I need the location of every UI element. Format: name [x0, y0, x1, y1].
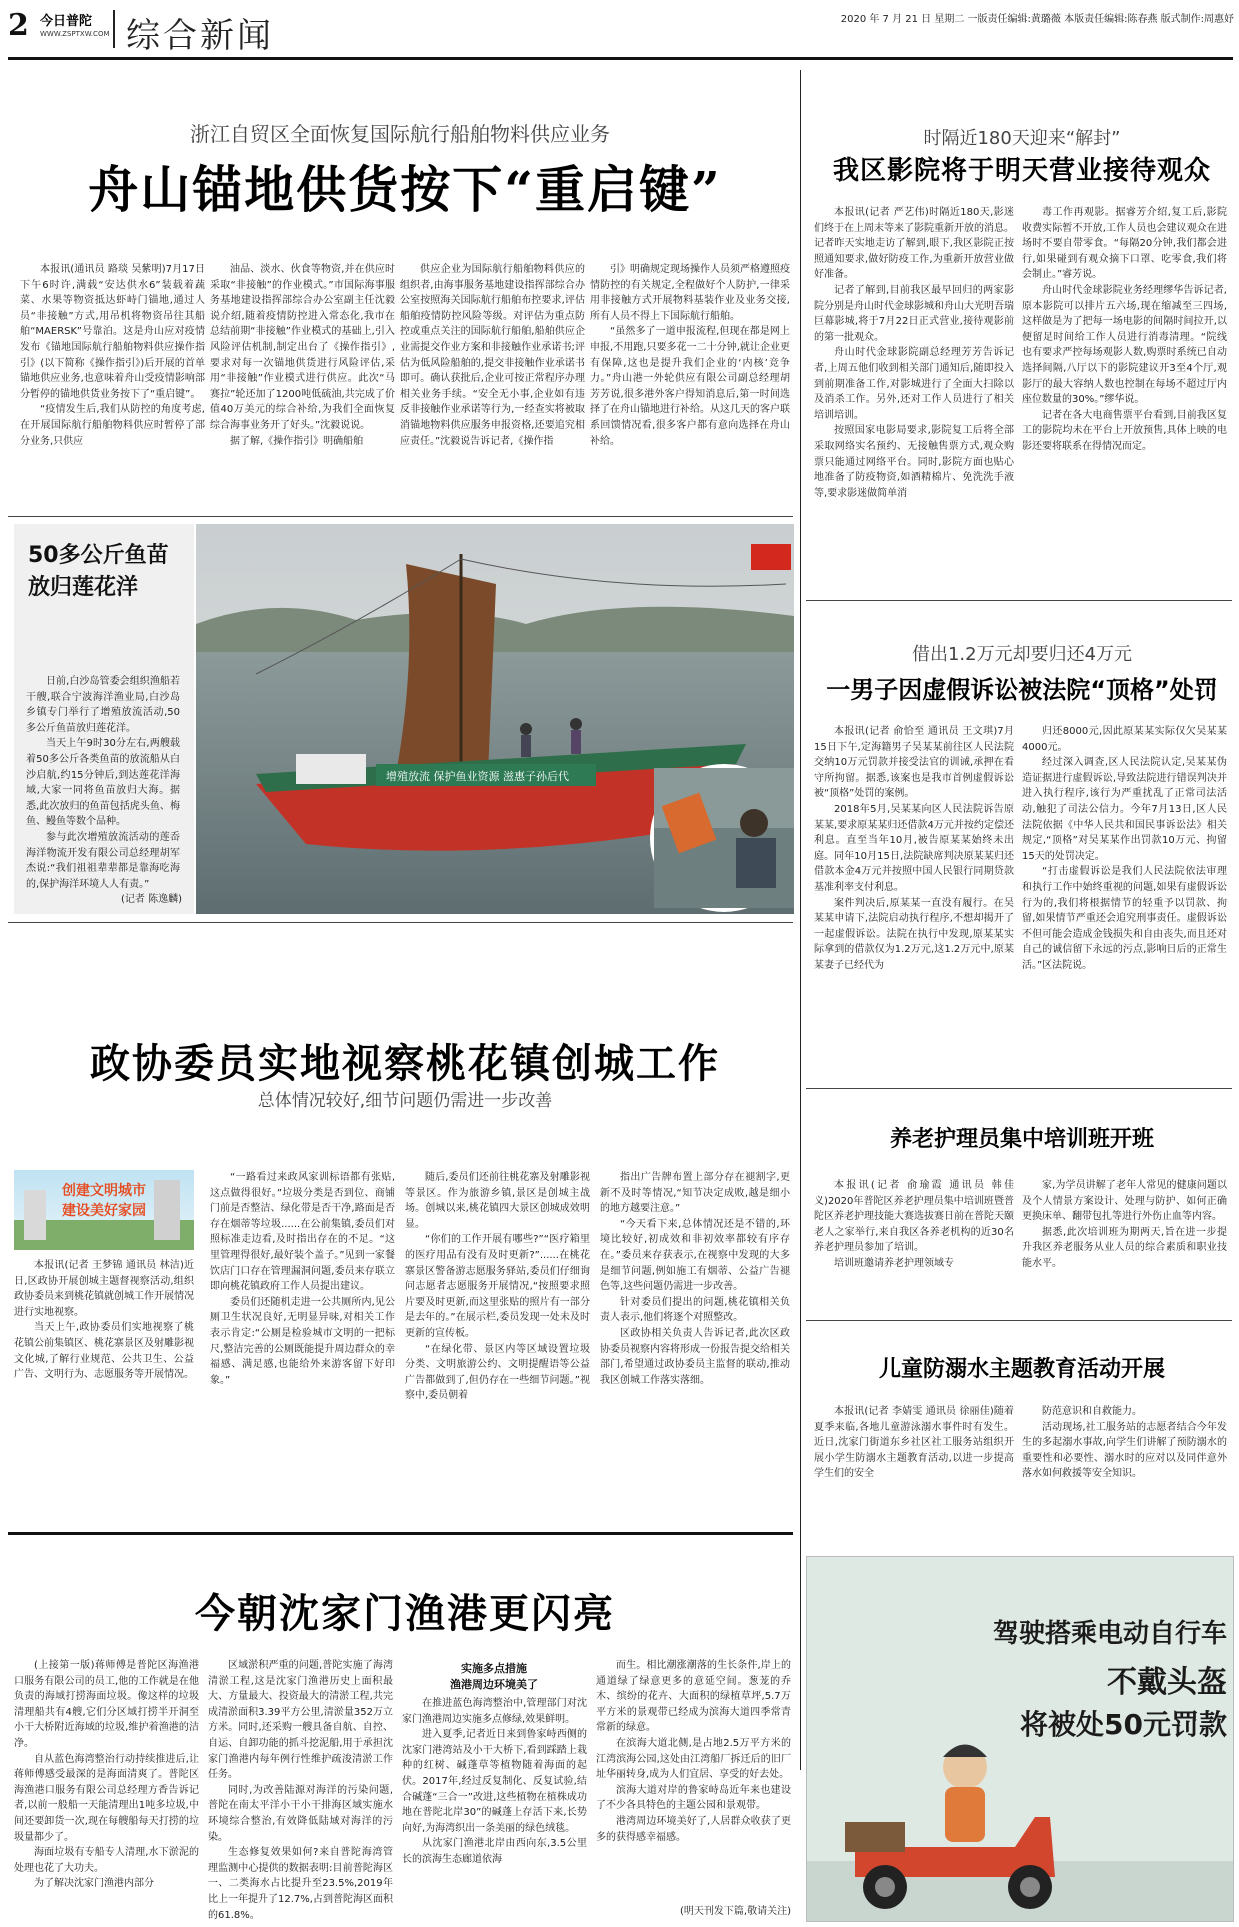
article8-sub-kicker-1: 实施多点措施 — [461, 1662, 527, 1675]
article3-text — [26, 674, 180, 890]
article5-col-2 — [210, 1170, 395, 1470]
city-sign-photo — [14, 1170, 194, 1250]
paragraph: 防范意识和自救能力。 — [1042, 1406, 1142, 1417]
paragraph: 当天上午9时30分左右,两艘载着50多公斤各类鱼苗的放流船从白沙启航,约15分钟后,到达莲花洋海域,大家一同将鱼苗放归大海。据悉,此次放归的鱼苗包括虎头鱼、梅鱼、鳗鱼等数个品种。 — [26, 738, 180, 828]
paragraph: 引》明确规定现场操作人员须严格遵照疫情防控的有关规定,全程做好个人防护,一律采用非接触方式开展物料基装作业及业务交接,所有人员不得上下国际航行船舶。 — [590, 264, 790, 322]
article2-col-2 — [1022, 205, 1227, 585]
paragraph: 据了解,《操作指引》明确船舶 — [230, 435, 364, 447]
paragraph: 培训班邀请养老护理领域专 — [834, 1257, 954, 1269]
paragraph: 参与此次增殖放流活动的莲岙海洋物流开发有限公司总经理胡军杰说:“我们祖祖辈辈都是靠海吃海的,保护海洋环境人人有责。” — [26, 831, 180, 890]
scooter-illustration — [815, 1727, 1075, 1917]
paragraph: 生态修复效果如何?来自普陀海湾管理监测中心提供的数据表明:目前普陀海区一、二类海水占比提升至23.5%,2019年比上一年提升了12.7%,占到普陀海区面积的61.8%。 — [208, 1847, 393, 1921]
article1-rule — [8, 516, 793, 517]
paragraph: 归还8000元,因此原某某实际仅欠吴某某4000元。 — [1022, 726, 1227, 753]
paragraph: 经过深入调查,区人民法院认定,吴某某伪造证据进行虚假诉讼,导致法院进行错误判决并进入执行程序,该行为严重扰乱了正常司法活动,触犯了司法公信力。今年7月13日,区人民法院依据《中华人民共和国民事诉讼法》相关规定,“顶格”对吴某某作出罚款10万元、拘留15天的处罚决定。 — [1022, 757, 1227, 862]
masthead-divider — [113, 10, 115, 48]
article5-col-3 — [405, 1170, 590, 1470]
paragraph: 本报讯(记者 俞恰至 通讯员 王文琪)7月15日下午,定海籍男子吴某某前往区人民法院交纳10万元罚款并接受法官的训诫,承押在看守所拘留。据悉,该案也是我市首例虚假诉讼被“顶格”处罚的案例。 — [814, 726, 1014, 800]
paragraph: 区域淤积严重的问题,普陀实施了海湾清淤工程,这是沈家门渔港历史上面积最大、方量最大、投资最大的清淤工程,共完成清淤面积3.39平方公里,清淤量352万立方米。同时,还采购一艘具备自航、自控、自运、自卸功能的抓斗挖泥船,用于承担沈家门渔港内每年例行性维护疏浚清淤工作任务。 — [208, 1660, 393, 1781]
article4-title: 一男子因虚假诉讼被法院“顶格”处罚 — [826, 676, 1218, 704]
paragraph: “打击虚假诉讼是我们人民法院依法审理和执行工作中始终重视的问题,如果有虚假诉讼行为的,我们将根据情节的轻重予以罚款、拘留,如果情节严重还会追究刑事责任。虚假诉讼不但可能会造成金钱损失和自由丧失,而且还对自己的诚信留下永远的污点,影响日后的正常生活。”区法院说。 — [1022, 866, 1227, 971]
paragraph: 本报讯(记者 王梦锦 通讯员 林洁)近日,区政协开展创城主题督视察活动,组织政协委员来到桃花镇就创城工作开展情况进行实地视察。 — [14, 1260, 194, 1318]
paragraph: 活动现场,社工服务站的志愿者结合今年发生的多起溺水事故,向学生们讲解了预防溺水的重要性和必要性、溺水时的应对以及同伴意外落水如何救援等安全知识。 — [1022, 1421, 1227, 1480]
ad-line3: 将被处50元罚款 — [1020, 1708, 1227, 1741]
vertical-divider — [800, 70, 801, 1770]
paragraph: 舟山时代金球影院副总经理芳芳告诉记者,上周五他们收到相关部门通知后,随即投入到前期准备工作,对影城进行了全面大扫除以及消杀工作。另外,还对工作人员进行了相关培训培训。 — [814, 347, 1014, 421]
date-line: 2020 年 7 月 21 日 星期二 一版责任编辑:黄璐薇 本版责任编辑:陈春燕 版式制作:周惠妤 — [840, 14, 1234, 25]
inset-photo — [650, 764, 798, 912]
article4-col-2 — [1022, 724, 1227, 1074]
paper-logo: 今日普陀 — [40, 14, 93, 29]
paragraph: 本报讯(记者 严艺伟)时隔近180天,影迷们终于在上周末等来了影院重新开放的消息。记者昨天实地走访了解到,眼下,我区影院正按照通知要求,做好防疫工作,为重新开放营业做好准备。 — [814, 207, 1014, 281]
paragraph: 油品、淡水、伙食等物资,并在供应时采取“非接触”的作业模式。”市国际海事服务基地建设指挥部综合办公室副主任沈毅说介绍,随着疫情防控进入常态化,我市在总结前期“非接触”作业模式的基础上,引入风险评估机制,制定出台了《操作指引》,要求对每一次锚地供货进行风险评估,采用“非接触”作业模式进行供应。此次“马赛拉”轮还加了1200吨低硫油,共完成了价值40万美元的综合补给,为我们全面恢复综合海事业务开了好头。”沈毅说说。 — [210, 264, 395, 431]
article4-rule — [806, 1088, 1232, 1089]
paragraph: 随后,委员们还前往桃花寨及射雕影视等景区。作为旅游乡镇,景区是创城主战场。创城以来,桃花镇四大景区创城成效明显。 — [405, 1172, 590, 1230]
paragraph: 记者在各大电商售票平台看到,目前我区复工的影院均未在平台上开放预售,具体上映的电影还要将联系在得情况而定。 — [1022, 409, 1227, 452]
paragraph: (上接第一版)蒋师傅是普陀区海渔港口服务有限公司的员工,他的工作就是在他负责的海域打捞海面垃圾。像这样的垃圾清理船共有4艘,它们分区域打捞半开洞至小干大桥附近海域的垃圾,维护着渔港的洁净。 — [14, 1660, 199, 1749]
paragraph: 为了解决沈家门渔港内部分 — [34, 1878, 154, 1890]
article7-title: 儿童防溺水主题教育活动开展 — [878, 1357, 1165, 1382]
paragraph: “一路看过来政风家训标语都有张贴,这点做得很好。”垃圾分类是否到位、商铺门前是否整洁、绿化带是否干净,路面是否存在烟蒂等垃圾......在公前集镇,委员们对照标准走边看,及时指出存在的不足。“这里管理得很好,最好装个盖子。”见到一家餐饮店门口存在管理漏洞问题,委员来存联立即向桃花镇政府工作人员提出建议。 — [210, 1172, 395, 1293]
article6-rule — [806, 1320, 1232, 1321]
boat-slogan: 增殖放流 保护鱼业资源 滋惠子孙后代 — [386, 770, 569, 783]
article5-col-4 — [600, 1170, 790, 1470]
paragraph: 当天上午,政协委员们实地视察了桃花镇公前集镇区、桃花寨景区及射雕影视文化城,了解行业规范、公共卫生、公益广告、文明行为、志愿服务等开展情况。 — [14, 1322, 194, 1381]
sign-line2: 建设美好家园 — [62, 1203, 146, 1219]
article7-col-2 — [1022, 1404, 1227, 1534]
article8-col-3 — [402, 1696, 587, 1920]
masthead — [0, 0, 1239, 58]
paragraph: 指出广告牌布置上部分存在褪割字,更新不及时等情况,“知节决定成败,越是细小的地方越要注意。” — [600, 1172, 790, 1215]
paragraph: 案件判决后,原某某一直没有履行。在吴某某申请下,法院启动执行程序,不想却揭开了一起虚假诉讼。法院在执行中发现,原某某实际拿到的借款仅为1.2万元,这1.2万元中,原某某妻子已经代为 — [814, 897, 1014, 971]
paragraph: 本报讯(通讯员 路琰 吴紫明)7月17日下午6时许,满载“安达供水6”装载着蔬菜、水果等物资抵达虾峙门锚地,通过人员“非接触”方式,用吊机将物资吊往其船舶“MAERSK”号靠泊。这是舟山应对疫情发布《锚地国际航行船舶物料供应操作指引》(以下简称《操作指引》)后开展的首单锚地供应业务,也意味着舟山受疫情影响部分暂停的锚地供货业务按下了“重启键”。 — [20, 264, 205, 400]
paragraph: 从沈家门渔港北岸由西向东,3.5公里长的滨海生态廊道依海 — [402, 1838, 587, 1865]
paragraph: 海面垃圾有专船专人清理,水下淤泥的处理也花了大功夫。 — [14, 1847, 199, 1874]
paragraph: 日前,白沙岛管委会组织渔船若干艘,联合宁波海洋渔业局,白沙岛乡镇专门举行了增殖放流活动,50多公斤鱼苗放归莲花洋。 — [26, 676, 180, 734]
paragraph: “今天看下来,总体情况还是不错的,环境比较好,初成效和非初效率都较有序存在。”委员来存获表示,在视察中发现的大多是细节问题,例如施工有烟蒂、公益广告褪色等,这些问题仍需进一步改善。 — [600, 1218, 790, 1293]
section-title: 综合新闻 — [126, 16, 274, 56]
article2-kicker: 时隔近180天迎来“解封” — [923, 128, 1121, 149]
article3-title-line1: 50多公斤鱼苗 — [28, 543, 169, 568]
article3-title-line2: 放归莲花洋 — [28, 575, 139, 600]
article5-rule — [8, 1532, 793, 1535]
paragraph: 毒工作再观影。据睿芳介绍,复工后,影院收费实际暂不开放,工作人员也会建议观众在进场时不要自带零食。“每隔20分钟,我们都会进行,如果碰到有观众摘下口罩、吃零食,我们将会制止。”睿芳说。 — [1022, 207, 1227, 281]
sign-line1: 创建文明城市 — [62, 1183, 146, 1199]
paragraph: 滨海大道对岸的鲁家峙岛近年来也建设了不少各具特色的主题公园和景观带。 — [596, 1784, 791, 1812]
article3-panel — [14, 524, 194, 914]
paragraph: 2018年5月,吴某某向区人民法院诉告原某某,要求原某某归还借款4万元并按约定偿还利息。直至当年10月,被告原某某始终未出庭。同年10月15日,法院缺席判决原某某归还借款本金4万元并按照中国人民银行同期贷款基准利率支付利息。 — [814, 803, 1014, 893]
article8-title: 今朝沈家门渔港更闪亮 — [195, 1590, 615, 1637]
page-number: 2 — [8, 8, 29, 43]
ad-line2: 不戴头盔 — [1107, 1665, 1227, 1700]
paragraph: 在滨海大道北侧,是占地2.5万平方米的江湾滨海公园,这处由江湾船厂拆迁后的旧厂址华丽转身,成为人们宜居、享受的好去处。 — [596, 1737, 791, 1781]
article6-col-2 — [1022, 1178, 1227, 1318]
article5-title: 政协委员实地视察桃花镇创城工作 — [90, 1040, 720, 1087]
paper-url: WWW.ZSPTXW.COM — [40, 30, 110, 38]
paragraph: 同时,为改善陆源对海洋的污染问题,普陀在南太平洋小干小干排海区域实施水环境综合整治,有效降低陆域对海洋的污染。 — [208, 1784, 393, 1843]
helmet-ad — [806, 1556, 1234, 1922]
paragraph: 按照国家电影局要求,影院复工后将全部采取网络实名预约、无接触售票方式,观众购票只能通过网络平台。同时,影院方面也贴心地准备了防疫物资,如酒精棉片、免洗洗手液等,要求影迷做简单消 — [814, 425, 1014, 499]
article1-kicker: 浙江自贸区全面恢复国际航行船舶物料供应业务 — [190, 122, 610, 146]
paragraph: 委员们还随机走进一公共厕所内,见公厕卫生状况良好,无明显异味,对相关工作表示肯定:“公厕是检验城市文明的一把标尺,整洁完善的公厕既能提升周边群众的幸福感、满足感,也能给外来游客留下好印象。” — [210, 1296, 395, 1386]
paragraph: 港湾周边环境美好了,人居群众收获了更多的获得感幸福感。 — [596, 1815, 791, 1843]
article3-byline: (记者 陈逸麟) — [121, 894, 182, 905]
article1-col-1 — [20, 262, 205, 492]
article8-col-2 — [208, 1658, 393, 1920]
paragraph: 舟山时代金球影院业务经理缪华告诉记者,原本影院可以排片五六场,现在缩减至三四场,这样做是为了把每一场电影的间隔时间拉开,以便留足时间给工作人员进行消毒清理。“院线也有要求严控每场观影人数,购票时系统已自动选择间隔,八厅以下的影院建议开3至4个厅,观影厅的最大容纳人数也控制在每场不超过厅内座位数量的30%。”缪华说。 — [1022, 284, 1227, 406]
paragraph: 自从蓝色海湾整治行动持续推进后,让蒋师傅感受最深的是海面清爽了。普陀区海渔港口服务有限公司总经理方香告诉记者,以前一般船一天能清理出1吨多垃圾,中间还要卸货一次,现在每艘船每天打捞的垃圾量都少了。 — [14, 1753, 199, 1843]
article1-title: 舟山锚地供货按下“重启键” — [88, 160, 722, 219]
masthead-rule — [8, 57, 1233, 60]
paragraph: 记者了解到,目前我区最早回归的两家影院分别是舟山时代金球影城和舟山大光明吾瑞巨幕影城,将于7月22日正式营业,接待观影前的第一批观众。 — [814, 284, 1014, 343]
article8-footer-note: (明天刊发下篇,敬请关注) — [680, 1906, 791, 1917]
paragraph: “在绿化带、景区内等区域设置垃圾分类、文明旅游公约、文明提醒语等公益广告都做到了,但仍存在一些细节问题。”视察中,委员朝着 — [405, 1343, 590, 1402]
paragraph: 针对委员们提出的问题,桃花镇相关负责人表示,他们将逐个对照整改。 — [600, 1296, 790, 1324]
paragraph: 家,为学员讲解了老年人常见的健康问题以及个人情景方案设计、处理与防护、如何正确更换床单、翻带包扎等进行外伤止血等内容。 — [1022, 1180, 1227, 1223]
article2-title: 我区影院将于明天营业接待观众 — [832, 156, 1211, 186]
paragraph: 而生。相比潮涨潮落的生长条件,岸上的通道绿了绿意更多的意延空间。葱茏的乔木、缤纷的花卉、大面积的绿植草坪,5.7万平方米的景观带已经成为滨海大道四季常青常新的绿意。 — [596, 1660, 791, 1734]
article8-col-4 — [596, 1658, 791, 1898]
article1-col-4 — [590, 262, 790, 492]
article8-sub-kicker-2: 渔港周边环境美了 — [450, 1678, 538, 1691]
article2-rule — [806, 600, 1232, 601]
paragraph: 据悉,此次培训班为期两天,旨在进一步提升我区养老服务从业人员的综合素质和职业技能水平。 — [1022, 1226, 1227, 1269]
article1-col-2 — [210, 262, 395, 492]
article2-col-1 — [814, 205, 1014, 585]
article4-col-1 — [814, 724, 1014, 1074]
paragraph: 区政协相关负责人告诉记者,此次区政协委员视察内容将形成一份报告提交给相关部门,希望通过政协委员主监督的联动,推动我区创城工作落实落细。 — [600, 1327, 790, 1386]
inset-photo-illustration — [654, 768, 794, 908]
paragraph: “你们的工作开展有哪些?”“医疗箱里的医疗用品有没有及时更新?”......在桃花寨景区警备游志愿服务驿站,委员们仔细询问志愿者志愿服务开展情况,“按照要求照片要及时更新,而这里张贴的照片有一部分是去年的。”在展示栏,委员发现一处未及时更新的宣传板。 — [405, 1234, 590, 1339]
article6-col-1 — [814, 1178, 1014, 1318]
article1-col-3: 供应企业为国际航行船舶物料供应的组织者,由海事服务基地建设指挥部综合办公室按照海关国际航行船舶布控要求,评估船舶疫情防控风险等级。对评估为重点防控或重点关注的国际航行船舶,船舶供应企业需提交作业方案和非接触作业承诺书;评估为低风险船舶的,提交非接触作业承诺书即可。确认获批后,企业可按正常程序办理相关业务手续。“安全无小事,企业如有违反非接触作业承诺等行为,一经查实将被取消锚地物料供应服务申报资格,还要追究相应责任。”沈毅说告诉记者,《操作指 — [400, 264, 585, 447]
paragraph: 本报讯(记者 俞瑜霞 通讯员 韩佳义)2020年普陀区养老护理员集中培训班暨普陀区养老护理技能大赛选拔赛日前在普陀天颐老人之家举行,来自我区各养老机构的近30名养老护理员参加了培训。 — [814, 1180, 1014, 1254]
paragraph: 进入夏季,记者近日来到鲁家峙西侧的沈家门港湾站及小干大桥下,看到踩踏上栽种的红树、碱蓬草等植物随着海面的起伏。2017年,经过反复制化、反复试验,结合碱蓬“三合一”改进,这些植物在植株成功地在普陀北岸30”的碱蓬上存活下来,长势向好,为海湾织出一条美丽的绿色绒毯。 — [402, 1729, 587, 1834]
article3-rule — [8, 922, 793, 923]
article6-title: 养老护理员集中培训班开班 — [889, 1127, 1154, 1152]
ad-line1: 驾驶搭乘电动自行车 — [992, 1619, 1227, 1649]
paragraph: “疫情发生后,我们从防控的角度考虑,在开展国际航行船舶物料供应时暂停了部分业务,只供应 — [20, 404, 205, 447]
article5-col-1 — [14, 1258, 194, 1458]
article5-subtitle: 总体情况较好,细节问题仍需进一步改善 — [257, 1091, 553, 1111]
paragraph: “虽然多了一道申报流程,但现在都是网上申报,不用跑,只要多花一二十分钟,就让企业更有保障,这也是提升我们企业的‘内核’竞争力。”舟山港一外轮供应有限公司副总经理胡芳芳说,很多港外客户得知消息后,第一时间选择了在舟山锚地进行补给。从这几天的客户联系回馈情况看,很多客户都有意向选择在舟山补给。 — [590, 326, 790, 447]
article7-col-1: 本报讯(记者 李婧雯 通讯员 徐丽佳)随着夏季来临,各地儿童游泳溺水事件时有发生。近日,沈家门街道东乡社区社工服务站组织开展小学生防溺水主题教育活动,以进一步提高学生们的安全 — [814, 1406, 1014, 1480]
article4-kicker: 借出1.2万元却要归还4万元 — [911, 644, 1133, 665]
paragraph: 在推进蓝色海湾整治中,管理部门对沈家门渔港周边实施多点修绿,效果鲜明。 — [402, 1698, 587, 1725]
article8-col-1 — [14, 1658, 199, 1920]
